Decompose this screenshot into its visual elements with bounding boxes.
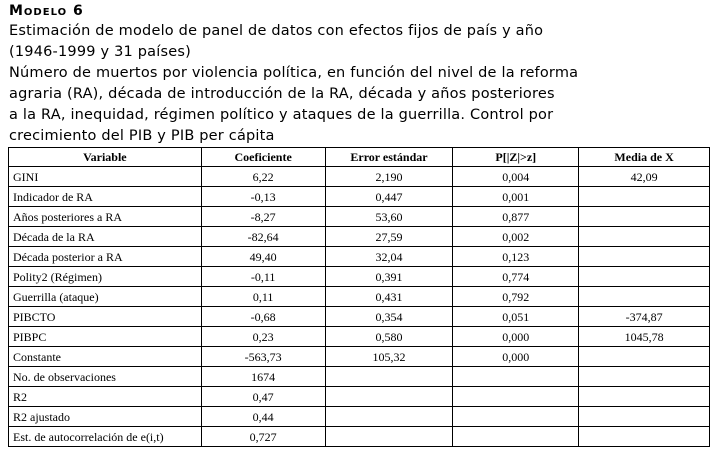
value-cell: -563,73 xyxy=(201,347,325,367)
variable-cell: Década de la RA xyxy=(9,227,202,247)
value-cell xyxy=(579,347,710,367)
table-row xyxy=(9,287,710,307)
variable-cell: PIBCTO xyxy=(9,307,202,327)
variable-cell: Constante xyxy=(9,347,202,367)
table-row xyxy=(9,407,710,427)
variable-cell: Década posterior a RA xyxy=(9,247,202,267)
title-line-3: Número de muertos por violencia política, en función del nivel de la reforma xyxy=(9,65,579,81)
value-cell: 0,000 xyxy=(453,347,579,367)
variable-cell: Guerrilla (ataque) xyxy=(9,287,202,307)
table-row xyxy=(9,207,710,227)
header-p-value: P[|Z|>z] xyxy=(453,148,579,167)
variable-cell: Indicador de RA xyxy=(9,187,202,207)
header-error-estandar: Error estándar xyxy=(325,148,453,167)
variable-cell: Años posteriores a RA xyxy=(9,207,202,227)
value-cell: -0,13 xyxy=(201,187,325,207)
value-cell: 0,727 xyxy=(201,427,325,447)
value-cell xyxy=(325,427,453,447)
title-line-4: agraria (RA), década de introducción de la RA, década y años posteriores xyxy=(9,86,555,102)
value-cell: -82,64 xyxy=(201,227,325,247)
value-cell: 0,354 xyxy=(325,307,453,327)
results-table xyxy=(8,147,710,447)
value-cell xyxy=(579,427,710,447)
table-row xyxy=(9,387,710,407)
table-body xyxy=(9,167,710,447)
table-caption xyxy=(9,2,711,147)
value-cell: 0,123 xyxy=(453,247,579,267)
value-cell xyxy=(453,427,579,447)
table-row xyxy=(9,347,710,367)
value-cell: 0,051 xyxy=(453,307,579,327)
value-cell: 49,40 xyxy=(201,247,325,267)
value-cell xyxy=(453,387,579,407)
variable-cell: R2 ajustado xyxy=(9,407,202,427)
table-row xyxy=(9,307,710,327)
variable-cell: No. de observaciones xyxy=(9,367,202,387)
variable-cell: GINI xyxy=(9,167,202,187)
value-cell: 6,22 xyxy=(201,167,325,187)
value-cell: 0,001 xyxy=(453,187,579,207)
value-cell: 2,190 xyxy=(325,167,453,187)
table-row xyxy=(9,367,710,387)
value-cell xyxy=(579,367,710,387)
table-row xyxy=(9,187,710,207)
value-cell: 0,877 xyxy=(453,207,579,227)
value-cell: 27,59 xyxy=(325,227,453,247)
value-cell xyxy=(453,367,579,387)
header-row xyxy=(9,148,710,167)
title-line-1: Estimación de modelo de panel de datos con efectos fijos de país y año xyxy=(9,23,544,39)
table-row xyxy=(9,327,710,347)
value-cell xyxy=(579,207,710,227)
value-cell: -0,68 xyxy=(201,307,325,327)
value-cell xyxy=(579,287,710,307)
value-cell: 42,09 xyxy=(579,167,710,187)
value-cell: 0,391 xyxy=(325,267,453,287)
value-cell xyxy=(579,247,710,267)
title-line-5: a la RA, inequidad, régimen político y ataques de la guerrilla. Control por xyxy=(9,107,554,123)
variable-cell: PIBPC xyxy=(9,327,202,347)
value-cell xyxy=(579,187,710,207)
table-row xyxy=(9,227,710,247)
value-cell: 0,431 xyxy=(325,287,453,307)
value-cell xyxy=(579,387,710,407)
value-cell xyxy=(453,407,579,427)
title-line-6: crecimiento del PIB y PIB per cápita xyxy=(9,128,275,144)
value-cell xyxy=(579,407,710,427)
value-cell xyxy=(579,227,710,247)
value-cell: 0,792 xyxy=(453,287,579,307)
table-row xyxy=(9,427,710,447)
value-cell: 0,004 xyxy=(453,167,579,187)
value-cell: 1674 xyxy=(201,367,325,387)
header-coeficiente: Coeficiente xyxy=(201,148,325,167)
value-cell: 53,60 xyxy=(325,207,453,227)
value-cell: 1045,78 xyxy=(579,327,710,347)
value-cell: 0,23 xyxy=(201,327,325,347)
value-cell: 0,447 xyxy=(325,187,453,207)
header-variable: Variable xyxy=(9,148,202,167)
value-cell: 0,47 xyxy=(201,387,325,407)
value-cell: -0,11 xyxy=(201,267,325,287)
value-cell: 0,774 xyxy=(453,267,579,287)
variable-cell: Est. de autocorrelación de e(i,t) xyxy=(9,427,202,447)
value-cell xyxy=(579,267,710,287)
value-cell: 32,04 xyxy=(325,247,453,267)
variable-cell: R2 xyxy=(9,387,202,407)
model-label: Modelo 6 xyxy=(9,3,84,19)
value-cell: -8,27 xyxy=(201,207,325,227)
value-cell xyxy=(325,367,453,387)
value-cell: 0,000 xyxy=(453,327,579,347)
value-cell: 0,580 xyxy=(325,327,453,347)
value-cell: -374,87 xyxy=(579,307,710,327)
title-line-2: (1946-1999 y 31 países) xyxy=(9,44,191,60)
table-row xyxy=(9,267,710,287)
header-media-x: Media de X xyxy=(579,148,710,167)
value-cell xyxy=(325,387,453,407)
table-row xyxy=(9,167,710,187)
value-cell: 0,44 xyxy=(201,407,325,427)
value-cell: 105,32 xyxy=(325,347,453,367)
value-cell xyxy=(325,407,453,427)
variable-cell: Polity2 (Régimen) xyxy=(9,267,202,287)
value-cell: 0,11 xyxy=(201,287,325,307)
value-cell: 0,002 xyxy=(453,227,579,247)
table-row xyxy=(9,247,710,267)
